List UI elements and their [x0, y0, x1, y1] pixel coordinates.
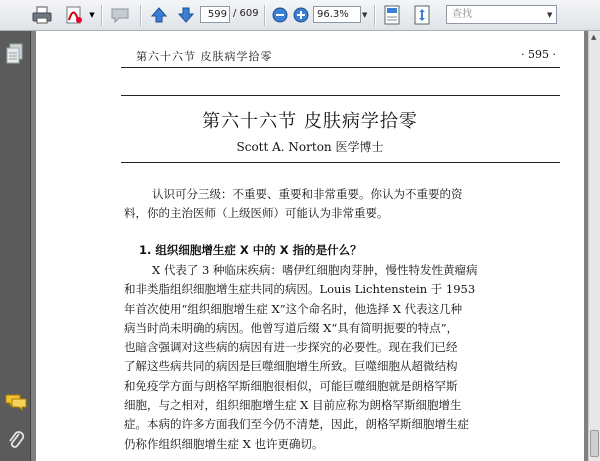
running-head: 第六十六节 皮肤病学拾零 [136, 50, 273, 63]
text-line: 症。本病的许多方面我们至今仍不清楚，因此，朗格罕斯细胞增生症 [124, 417, 469, 432]
text-line: 认识可分三级：不重要、重要和非常重要。你认为不重要的资 [152, 187, 463, 201]
text-line: 年首次使用“组织细胞增生症 X”这个命名时，他选择 X 代表这几种 [124, 301, 463, 316]
comments-icon [5, 393, 27, 411]
pdf-menu-dropdown[interactable] [88, 4, 96, 26]
navigation-sidebar [0, 31, 31, 461]
pages-panel-button[interactable] [6, 43, 24, 69]
pages-icon [6, 43, 24, 65]
pdf-icon [64, 6, 84, 24]
fit-page-button[interactable] [380, 4, 404, 26]
text-line: 和非类脂组织细胞增生症共同的病因。Louis Lichtenstein 于 1953 [124, 282, 476, 297]
text-line: 料，你的主治医师（上级医师）可能认为非常重要。 [124, 206, 389, 221]
header-rule [121, 67, 560, 68]
answer-paragraph [124, 261, 560, 454]
page-number: · 595 · [521, 48, 556, 61]
next-page-button[interactable] [175, 4, 197, 26]
text-line: 也暗含强调对这些病的病因有进一步探究的必要性。现在我们已经 [124, 340, 458, 355]
scrollbar-thumb[interactable] [590, 430, 599, 457]
chevron-down-icon[interactable]: ▼ [547, 11, 553, 19]
intro-paragraph [124, 185, 560, 224]
previous-page-button[interactable] [148, 4, 170, 26]
text-line: 和免疫学方面与朗格罕斯细胞很相似，可能巨噬细胞就是朗格罕斯 [124, 378, 458, 393]
create-pdf-button[interactable] [62, 4, 86, 26]
text-line: 了解这些病共同的病因是巨噬细胞增生所致。巨噬细胞从超微结构 [124, 359, 458, 374]
zoom-out-button[interactable] [270, 4, 290, 26]
comment-button[interactable] [108, 4, 132, 26]
arrow-down-icon [177, 6, 195, 24]
title-bottom-rule [121, 162, 560, 163]
toolbar [0, 0, 600, 31]
zoom-in-button[interactable] [291, 4, 311, 26]
title-top-rule [121, 95, 560, 96]
full-screen-button[interactable] [410, 4, 434, 26]
text-line: 病当时尚未明确的病因。他曾写道后缀 X“具有简明扼要的特点”， [124, 320, 459, 335]
scroll-up-icon[interactable]: ▲ [591, 33, 597, 41]
zoom-out-icon [272, 7, 288, 23]
text-line: 细胞，与之相对，组织细胞增生症 X 目前应称为朗格罕斯细胞增生 [124, 398, 462, 413]
print-button[interactable] [30, 4, 54, 26]
chevron-down-icon[interactable]: ▼ [362, 11, 368, 19]
zoom-level-select[interactable]: 96.3% [313, 6, 361, 23]
document-page [36, 31, 584, 461]
fit-page-icon [383, 5, 401, 25]
vertical-scrollbar[interactable] [588, 31, 600, 461]
text-line: X 代表了 3 种临床疾病：嗜伊红细胞肉芽肿，慢性特发性黄瘤病 [152, 263, 478, 277]
arrow-up-icon [150, 6, 168, 24]
section-title: 第六十六节 皮肤病学拾零 [202, 111, 418, 132]
paperclip-icon [7, 429, 25, 451]
comments-panel-button[interactable] [5, 393, 27, 415]
expand-icon [413, 5, 431, 25]
speech-bubble-icon [110, 6, 130, 24]
page-number-input[interactable]: 599 [200, 6, 230, 23]
attachments-panel-button[interactable] [7, 429, 25, 455]
page-total: / 609 [233, 8, 259, 19]
search-input[interactable]: 查找 [446, 5, 557, 24]
chevron-down-icon: ▼ [89, 11, 95, 19]
question-heading: 1. 组织细胞增生症 X 中的 X 指的是什么？ [139, 243, 362, 257]
printer-icon [32, 6, 52, 24]
author-line: Scott A. Norton 医学博士 [236, 140, 384, 154]
text-line: 仍称作组织细胞增生症 X 也许更确切。 [124, 436, 324, 451]
zoom-in-icon [293, 7, 309, 23]
